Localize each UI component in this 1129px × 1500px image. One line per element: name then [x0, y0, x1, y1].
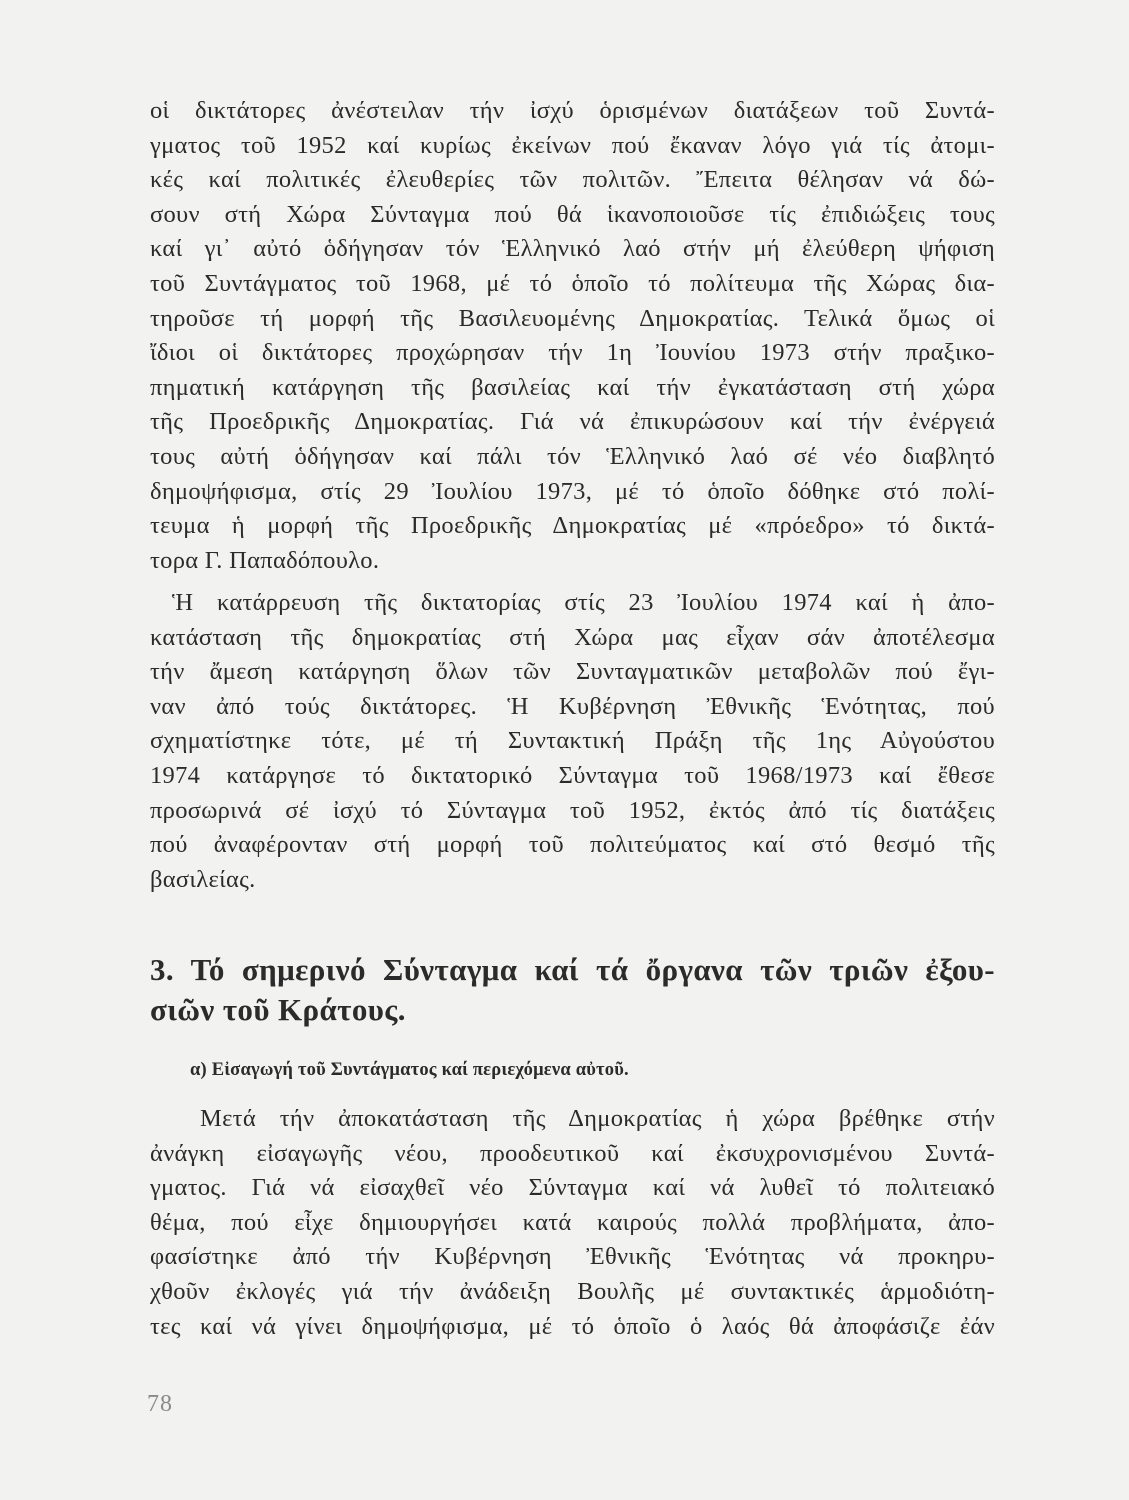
text-line: σουν στή Χώρα Σύνταγμα πού θά ἱκανοποιοῦσε τίς ἐπιδιώξεις τους	[150, 200, 995, 228]
text-line: καί γι᾿ αὐτό ὁδήγησαν τόν Ἑλληνικό λαό στήν μή ἐλεύθερη ψήφιση	[150, 235, 995, 263]
page-number: 78	[147, 1391, 173, 1417]
heading-line: 3. Τό σημερινό Σύνταγμα καί τά ὄργανα τῶν τριῶν ἐξου-	[150, 952, 995, 987]
heading-line: σιῶν τοῦ Κράτους.	[150, 992, 406, 1027]
text-line: γματος. Γιά νά εἰσαχθεῖ νέο Σύνταγμα καί νά λυθεῖ τό πολιτειακό	[150, 1174, 995, 1202]
text-line: τήν ἄμεση κατάργηση ὅλων τῶν Συνταγματικῶν μεταβολῶν πού ἔγι-	[150, 658, 995, 686]
text-line: τῆς Προεδρικῆς Δημοκρατίας. Γιά νά ἐπικυρώσουν καί τήν ἐνέργειά	[150, 408, 995, 436]
text-line: χθοῦν ἐκλογές γιά τήν ἀνάδειξη Βουλῆς μέ συντακτικές ἁρμοδιότη-	[150, 1277, 995, 1305]
text-line: τους αὐτή ὁδήγησαν καί πάλι τόν Ἑλληνικό λαό σέ νέο διαβλητό	[150, 442, 995, 470]
text-line: οἱ δικτάτορες ἀνέστειλαν τήν ἰσχύ ὁρισμένων διατάξεων τοῦ Συντά-	[150, 97, 995, 124]
text-line: 1974 κατάργησε τό δικτατορικό Σύνταγμα τοῦ 1968/1973 καί ἔθεσε	[150, 761, 995, 789]
text-line: ἀνάγκη εἰσαγωγῆς νέου, προοδευτικοῦ καί ἐκσυχρονισμένου Συντά-	[150, 1139, 995, 1167]
subsection-heading: α) Εἰσαγωγή τοῦ Συντάγματος καί περιεχόμενα αὐτοῦ.	[190, 1060, 629, 1080]
text-line: ναν ἀπό τούς δικτάτορες. Ἡ Κυβέρνηση Ἐθνικῆς Ἑνότητας, πού	[150, 692, 995, 720]
text-line: θέμα, πού εἶχε δημιουργήσει κατά καιρούς πολλά προβλήματα, ἀπο-	[150, 1208, 995, 1236]
text-line: κές καί πολιτικές ἐλευθερίες τῶν πολιτῶν. Ἔπειτα θέλησαν νά δώ-	[150, 166, 995, 194]
text-line: δημοψήφισμα, στίς 29 Ἰουλίου 1973, μέ τό ὁποῖο δόθηκε στό πολί-	[150, 477, 995, 505]
text-line: τηροῦσε τή μορφή τῆς Βασιλευομένης Δημοκρατίας. Τελικά ὅμως οἱ	[150, 304, 995, 332]
text-line: Μετά τήν ἀποκατάσταση τῆς Δημοκρατίας ἡ χώρα βρέθηκε στήν	[200, 1105, 995, 1132]
text-line: Ἡ κατάρρευση τῆς δικτατορίας στίς 23 Ἰουλίου 1974 καί ἡ ἀπο-	[172, 589, 995, 616]
text-line: βασιλείας.	[150, 865, 256, 893]
text-line: φασίστηκε ἀπό τήν Κυβέρνηση Ἐθνικῆς Ἑνότητας νά προκηρυ-	[150, 1243, 995, 1271]
text-line: πού ἀναφέρονταν στή μορφή τοῦ πολιτεύματος καί στό θεσμό τῆς	[150, 831, 995, 859]
text-line: γματος τοῦ 1952 καί κυρίως ἐκείνων πού ἔκαναν λόγο γιά τίς ἀτομι-	[150, 131, 995, 159]
paragraph-dictatorship-constitution	[150, 94, 995, 578]
text-line: προσωρινά σέ ἰσχύ τό Σύνταγμα τοῦ 1952, ἐκτός ἀπό τίς διατάξεις	[150, 796, 995, 824]
text-line: ἴδιοι οἱ δικτάτορες προχώρησαν τήν 1η Ἰουνίου 1973 στήν πραξικο-	[150, 339, 995, 367]
section-heading	[150, 950, 995, 1030]
paragraph-new-constitution	[150, 1102, 995, 1344]
text-line: τορα Γ. Παπαδόπουλο.	[150, 546, 380, 574]
text-line: τευμα ἡ μορφή τῆς Προεδρικῆς Δημοκρατίας μέ «πρόεδρο» τό δικτά-	[150, 512, 995, 540]
paragraph-restoration-democracy	[150, 586, 995, 897]
text-line: τες καί νά γίνει δημοψήφισμα, μέ τό ὁποῖο ὁ λαός θά ἀποφάσιζε ἐάν	[150, 1312, 995, 1340]
text-line: τοῦ Συντάγματος τοῦ 1968, μέ τό ὁποῖο τό πολίτευμα τῆς Χώρας δια-	[150, 269, 995, 297]
text-line: πηματική κατάργηση τῆς βασιλείας καί τήν ἐγκατάσταση στή χώρα	[150, 373, 995, 401]
text-line: σχηματίστηκε τότε, μέ τή Συντακτική Πράξη τῆς 1ης Αὐγούστου	[150, 727, 995, 755]
text-line: κατάσταση τῆς δημοκρατίας στή Χώρα μας εἶχαν σάν ἀποτέλεσμα	[150, 623, 995, 651]
